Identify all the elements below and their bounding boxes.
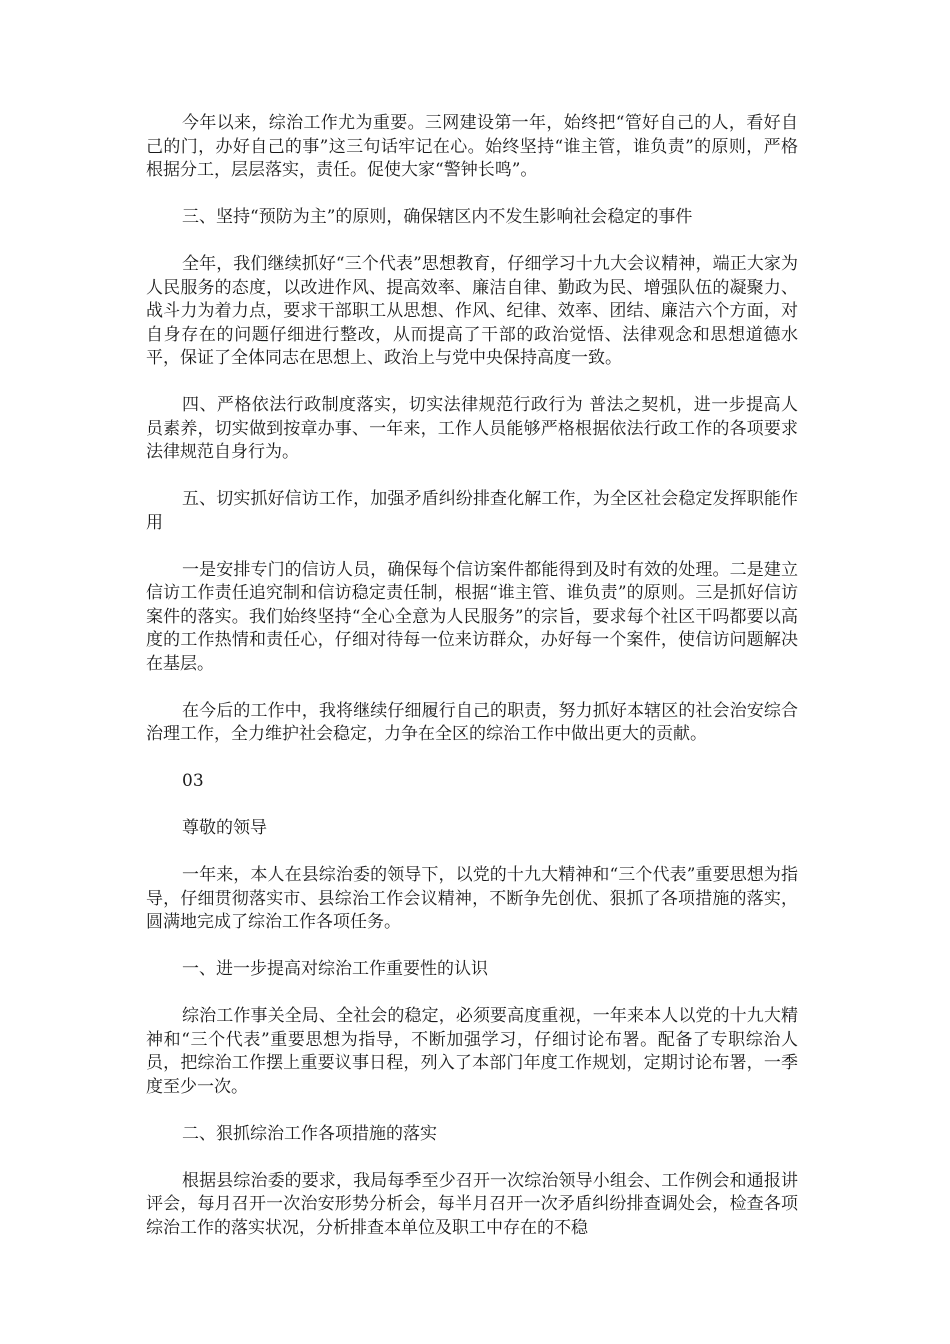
section-heading-5: 五、切实抓好信访工作，加强矛盾纠纷排查化解工作，为全区社会稳定发挥职能作用 (146, 489, 798, 533)
paragraph: 一是安排专门的信访人员，确保每个信访案件都能得到及时有效的处理。二是建立信访工作责任追究制和信访稳定责任制，根据“谁主管、谁负责”的原则。三是抓好信访案件的落实。我们始终坚持“全心全意为人民服务”的宗旨，要求每个社区干吗都要以高度的工作热情和责任心，仔细对待每一位来访群众，办好每一个案件，使信访问题解决在基层。 (146, 559, 798, 674)
section-heading-3: 三、坚持“预防为主”的原则，确保辖区内不发生影响社会稳定的事件 (182, 207, 693, 227)
section-heading-4: 四、严格依法行政制度落实，切实法律规范行政行为 普法之契机，进一步提高人员素养，切实做到按章办事、一年来，工作人员能够严格根据依法行政工作的各项要求法律规范自身行为。 (146, 395, 798, 462)
section-heading-1: 一、进一步提高对综治工作重要性的认识 (182, 959, 488, 979)
paragraph-intro: 今年以来，综治工作尤为重要。三网建设第一年，始终把“管好自己的人，看好自己的门，办好自己的事”这三句话牢记在心。始终坚持“谁主管，谁负责”的原则，严格根据分工，层层落实，责任。促使大家“警钟长鸣”。 (146, 113, 798, 180)
paragraph: 根据县综治委的要求，我局每季至少召开一次综治领导小组会、工作例会和通报讲评会，每月召开一次治安形势分析会，每半月召开一次矛盾纠纷排查调处会，检查各项综治工作的落实状况，分析排查本单位及职工中存在的不稳 (146, 1170, 798, 1238)
section-heading-2: 二、狠抓综治工作各项措施的落实 (182, 1123, 437, 1144)
salutation: 尊敬的领导 (182, 818, 267, 838)
section-number: 03 (182, 771, 204, 791)
paragraph: 综治工作事关全局、全社会的稳定，必须要高度重视，一年来本人以党的十九大精神和“三个代表”重要思想为指导，不断加强学习，仔细讨论布署。配备了专职综治人员，把综治工作摆上重要议事日程，列入了本部门年度工作规划，定期讨论布署，一季度至少一次。 (146, 1006, 798, 1097)
paragraph-closing: 在今后的工作中，我将继续仔细履行自己的职责，努力抓好本辖区的社会治安综合治理工作，全力维护社会稳定，力争在全区的综治工作中做出更大的贡献。 (146, 700, 798, 744)
paragraph: 全年，我们继续抓好“三个代表”思想教育，仔细学习十九大会议精神，端正大家为人民服务的态度，以改进作风、提高效率、廉洁自律、勤政为民、增强队伍的凝聚力、战斗力为着力点，要求干部职工从思想、作风、纪律、效率、团结、廉洁六个方面，对自身存在的问题仔细进行整改，从而提高了干部的政治觉悟、法律观念和思想道德水平，保证了全体同志在思想上、政治上与党中央保持高度一致。 (146, 254, 798, 368)
paragraph: 一年来，本人在县综治委的领导下，以党的十九大精神和“三个代表”重要思想为指导，仔细贯彻落实市、县综治工作会议精神，不断争先创优、狠抓了各项措施的落实，圆满地完成了综治工作各项任务。 (146, 865, 798, 932)
document-body (146, 112, 798, 1264)
